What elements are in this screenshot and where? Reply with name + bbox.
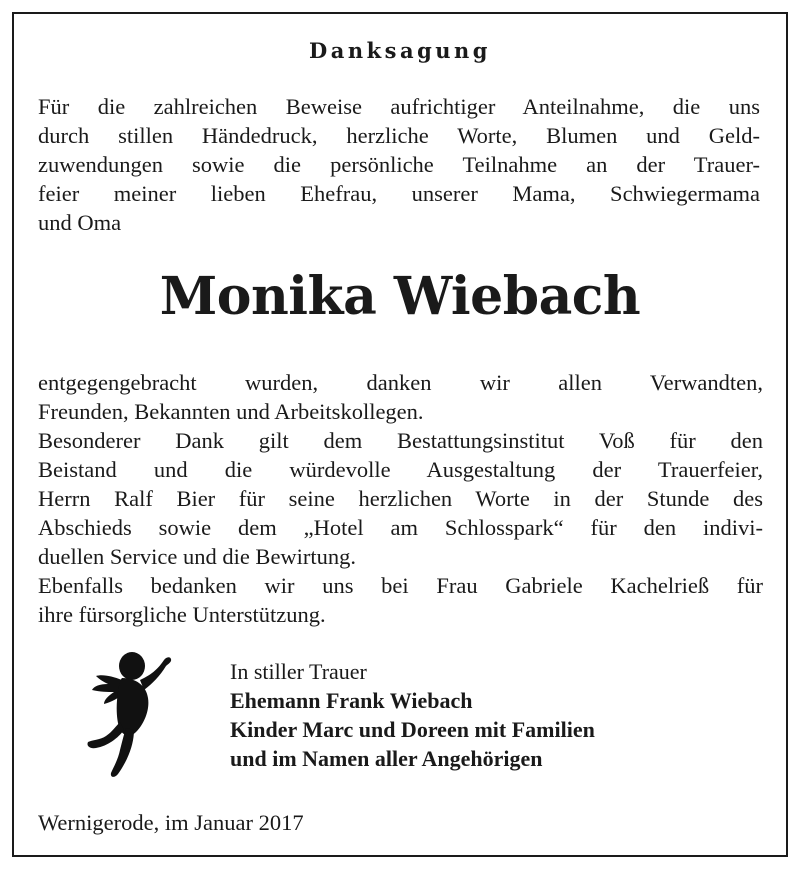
body-line: Abschieds sowie dem „Hotel am Schlosspark“ für den indivi-	[38, 515, 763, 540]
body-line: Freunden, Bekannten und Arbeitskollegen.	[38, 399, 424, 424]
body-line: duellen Service und die Bewirtung.	[38, 544, 357, 569]
body-line: Besonderer Dank gilt dem Bestattungsinstitut Voß für den	[38, 428, 763, 453]
intro-line: feier meiner lieben Ehefrau, unserer Mama, Schwiegermama	[38, 181, 760, 206]
signature-line: Ehemann Frank Wiebach	[230, 688, 473, 713]
notice-title: Danksagung	[309, 38, 491, 63]
signature-intro: In stiller Trauer	[230, 659, 367, 684]
place-date: Wernigerode, im Januar 2017	[38, 810, 304, 835]
intro-line: Für die zahlreichen Beweise aufrichtiger Anteilnahme, die uns	[38, 94, 760, 119]
intro-line: zuwendungen sowie die persönliche Teilnahme an der Trauer-	[38, 152, 760, 177]
deceased-name: Monika Wiebach	[159, 266, 641, 327]
signature-line: und im Namen aller Angehörigen	[230, 746, 543, 771]
signature-block	[230, 657, 595, 773]
intro-line: und Oma	[38, 210, 122, 235]
intro-paragraph	[38, 92, 760, 237]
body-line: Beistand und die würdevolle Ausgestaltung der Trauerfeier,	[38, 457, 763, 482]
thanks-paragraph	[38, 368, 763, 629]
signature-line: Kinder Marc und Doreen mit Familien	[230, 717, 595, 742]
angel-silhouette-icon	[82, 650, 182, 782]
body-line: Herrn Ralf Bier für seine herzlichen Worte in der Stunde des	[38, 486, 763, 511]
body-line: entgegengebracht wurden, danken wir allen Verwandten,	[38, 370, 763, 395]
body-line: ihre fürsorgliche Unterstützung.	[38, 602, 326, 627]
intro-line: durch stillen Händedruck, herzliche Worte, Blumen und Geld-	[38, 123, 760, 148]
body-line: Ebenfalls bedanken wir uns bei Frau Gabriele Kachelrieß für	[38, 573, 763, 598]
